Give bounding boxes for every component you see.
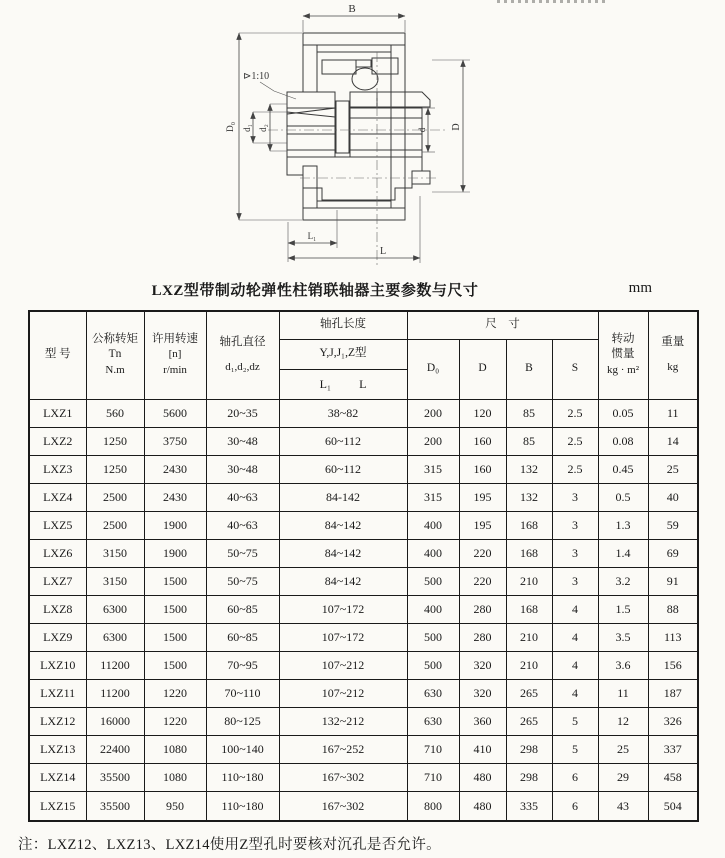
cell-bore-length: 107~172 — [279, 624, 407, 652]
cell-bore-dia: 70~95 — [206, 652, 279, 680]
cell-inertia: 0.08 — [598, 427, 648, 455]
cell-weight: 504 — [648, 792, 698, 821]
header-sub-label: [n] — [168, 348, 182, 361]
cell-B: 132 — [506, 455, 552, 483]
cell-bore-length: 167~302 — [279, 792, 407, 821]
cell-D0: 400 — [407, 539, 459, 567]
header-label: S — [571, 362, 579, 375]
header-label: D₀ — [426, 362, 440, 375]
cell-weight: 69 — [648, 539, 698, 567]
table-row — [29, 624, 698, 652]
cell-bore-length: 107~212 — [279, 680, 407, 708]
cell-speed: 1500 — [144, 567, 206, 595]
col-header-bore-dia — [206, 311, 279, 399]
cell-B: 85 — [506, 399, 552, 427]
cell-weight: 113 — [648, 624, 698, 652]
cell-D: 480 — [459, 764, 506, 792]
footnote: 注：LXZ12、LXZ13、LXZ14使用Z型孔时要核对沉孔是否允许。 — [18, 837, 441, 853]
cell-bore-dia: 40~63 — [206, 483, 279, 511]
cell-bore-length: 84~142 — [279, 511, 407, 539]
cell-torque: 2500 — [86, 483, 144, 511]
cell-B: 210 — [506, 624, 552, 652]
cell-S: 4 — [552, 624, 598, 652]
dim-label-L1: L₁ — [307, 231, 317, 241]
cell-bore-dia: 20~35 — [206, 399, 279, 427]
cell-torque: 11200 — [86, 680, 144, 708]
cell-bore-length: 60~112 — [279, 427, 407, 455]
cell-D: 160 — [459, 427, 506, 455]
cell-torque: 2500 — [86, 511, 144, 539]
header-label: Y,J,J₁,Z型 — [319, 347, 367, 360]
cell-weight: 11 — [648, 399, 698, 427]
cell-D0: 200 — [407, 399, 459, 427]
taper-label: ⊳1:10 — [243, 71, 270, 82]
cell-inertia: 1.5 — [598, 595, 648, 623]
page-title: LXZ型带制动轮弹性柱销联轴器主要参数与尺寸 — [151, 283, 479, 299]
header-label: 尺 寸 — [485, 318, 520, 331]
header-label: 转动 — [611, 332, 635, 345]
cell-weight: 59 — [648, 511, 698, 539]
cell-model: LXZ14 — [29, 764, 86, 792]
col-header-model — [29, 311, 86, 399]
header-sub-label: r/min — [163, 364, 187, 376]
cell-model: LXZ7 — [29, 567, 86, 595]
table-row — [29, 511, 698, 539]
cell-speed: 1500 — [144, 595, 206, 623]
dim-label-d2: d₂ — [258, 124, 268, 132]
table-row — [29, 455, 698, 483]
cell-torque: 6300 — [86, 595, 144, 623]
cell-bore-length: 38~82 — [279, 399, 407, 427]
cell-D: 410 — [459, 736, 506, 764]
header-label: 惯量 — [611, 348, 635, 361]
col-header-D0 — [407, 339, 459, 399]
header-label: D — [478, 362, 487, 375]
table-row — [29, 427, 698, 455]
cell-bore-dia: 60~85 — [206, 595, 279, 623]
cell-D0: 500 — [407, 567, 459, 595]
cell-inertia: 11 — [598, 680, 648, 708]
cell-inertia: 0.05 — [598, 399, 648, 427]
cell-D0: 400 — [407, 595, 459, 623]
col-header-D — [459, 339, 506, 399]
cell-speed: 3750 — [144, 427, 206, 455]
cell-speed: 950 — [144, 792, 206, 821]
table-body — [29, 399, 698, 821]
cell-B: 168 — [506, 595, 552, 623]
header-label: 轴孔长度 — [320, 318, 366, 331]
cell-D0: 315 — [407, 455, 459, 483]
cell-B: 168 — [506, 511, 552, 539]
cell-model: LXZ10 — [29, 652, 86, 680]
cell-torque: 3150 — [86, 567, 144, 595]
header-label: 重量 — [661, 336, 685, 349]
dim-label-d1: d₁ — [242, 124, 252, 132]
cell-speed: 2430 — [144, 455, 206, 483]
cell-model: LXZ1 — [29, 399, 86, 427]
cell-D: 220 — [459, 539, 506, 567]
table-row — [29, 567, 698, 595]
header-sub-label: N.m — [105, 364, 125, 376]
cell-model: LXZ6 — [29, 539, 86, 567]
cell-B: 265 — [506, 708, 552, 736]
cell-bore-length: 167~302 — [279, 764, 407, 792]
cell-speed: 1500 — [144, 624, 206, 652]
cell-weight: 458 — [648, 764, 698, 792]
cell-S: 2.5 — [552, 455, 598, 483]
cell-torque: 3150 — [86, 539, 144, 567]
cell-S: 4 — [552, 680, 598, 708]
col-header-inertia — [598, 311, 648, 399]
cell-bore-dia: 30~48 — [206, 427, 279, 455]
cell-S: 3 — [552, 567, 598, 595]
dim-label-D: D — [451, 123, 462, 131]
cell-inertia: 3.2 — [598, 567, 648, 595]
table-row — [29, 483, 698, 511]
cell-S: 3 — [552, 483, 598, 511]
cell-S: 3 — [552, 511, 598, 539]
cell-torque: 1250 — [86, 455, 144, 483]
cell-D: 280 — [459, 624, 506, 652]
cell-torque: 22400 — [86, 736, 144, 764]
cell-S: 4 — [552, 595, 598, 623]
cell-torque: 16000 — [86, 708, 144, 736]
cell-torque: 35500 — [86, 792, 144, 821]
cell-torque: 1250 — [86, 427, 144, 455]
cell-bore-dia: 50~75 — [206, 567, 279, 595]
header-label: 公称转矩Tn — [92, 332, 138, 361]
elastic-pin-assembly — [322, 58, 398, 90]
cell-S: 4 — [552, 652, 598, 680]
cell-B: 298 — [506, 736, 552, 764]
cell-D: 280 — [459, 595, 506, 623]
cell-torque: 6300 — [86, 624, 144, 652]
table-row — [29, 539, 698, 567]
dim-label-d: d — [417, 127, 427, 133]
cell-model: LXZ15 — [29, 792, 86, 821]
cell-inertia: 43 — [598, 792, 648, 821]
table-row — [29, 680, 698, 708]
cell-B: 132 — [506, 483, 552, 511]
cell-B: 335 — [506, 792, 552, 821]
col-header-speed — [144, 311, 206, 399]
cell-inertia: 3.6 — [598, 652, 648, 680]
cell-B: 168 — [506, 539, 552, 567]
cell-bore-dia: 60~85 — [206, 624, 279, 652]
cell-D: 120 — [459, 399, 506, 427]
cell-S: 6 — [552, 764, 598, 792]
cell-speed: 1500 — [144, 652, 206, 680]
table-row — [29, 708, 698, 736]
parameter-table — [28, 310, 699, 822]
header-sub-label: kg · m² — [606, 364, 640, 376]
cell-D: 360 — [459, 708, 506, 736]
cell-D: 320 — [459, 680, 506, 708]
cell-D: 195 — [459, 511, 506, 539]
cell-model: LXZ8 — [29, 595, 86, 623]
col-header-torque — [86, 311, 144, 399]
cell-bore-length: 84~142 — [279, 539, 407, 567]
cell-speed: 2430 — [144, 483, 206, 511]
cell-bore-dia: 50~75 — [206, 539, 279, 567]
cell-weight: 337 — [648, 736, 698, 764]
col-header-bore-types — [279, 339, 407, 369]
cell-bore-dia: 40~63 — [206, 511, 279, 539]
cell-model: LXZ11 — [29, 680, 86, 708]
col-header-S — [552, 339, 598, 399]
cell-S: 5 — [552, 708, 598, 736]
cell-model: LXZ2 — [29, 427, 86, 455]
cell-bore-dia: 100~140 — [206, 736, 279, 764]
cell-D: 195 — [459, 483, 506, 511]
cell-D: 320 — [459, 652, 506, 680]
cell-D0: 800 — [407, 792, 459, 821]
cell-D0: 400 — [407, 511, 459, 539]
cell-weight: 91 — [648, 567, 698, 595]
cell-weight: 187 — [648, 680, 698, 708]
cell-weight: 156 — [648, 652, 698, 680]
cell-speed: 1080 — [144, 764, 206, 792]
cell-speed: 1900 — [144, 539, 206, 567]
cell-D0: 710 — [407, 736, 459, 764]
cell-B: 210 — [506, 567, 552, 595]
header-sub-label: kg — [667, 360, 679, 373]
cell-speed: 1080 — [144, 736, 206, 764]
cell-weight: 25 — [648, 455, 698, 483]
cell-speed: 1900 — [144, 511, 206, 539]
col-header-weight — [648, 311, 698, 399]
cell-S: 3 — [552, 539, 598, 567]
cell-torque: 11200 — [86, 652, 144, 680]
cell-speed: 5600 — [144, 399, 206, 427]
cell-bore-dia: 110~180 — [206, 764, 279, 792]
cell-weight: 14 — [648, 427, 698, 455]
title-row — [0, 279, 725, 299]
header-label: 型 号 — [44, 348, 71, 361]
unit-label: mm — [628, 280, 652, 296]
cell-D0: 200 — [407, 427, 459, 455]
dim-label-B: B — [348, 3, 356, 15]
cell-weight: 326 — [648, 708, 698, 736]
table-header — [29, 311, 698, 399]
cell-model: LXZ13 — [29, 736, 86, 764]
cell-S: 2.5 — [552, 427, 598, 455]
cell-S: 2.5 — [552, 399, 598, 427]
header-label: L₁ — [319, 376, 332, 391]
cell-inertia: 12 — [598, 708, 648, 736]
cell-inertia: 1.3 — [598, 511, 648, 539]
cell-D0: 630 — [407, 708, 459, 736]
col-header-bore-length — [279, 311, 407, 339]
cell-D0: 315 — [407, 483, 459, 511]
cell-B: 85 — [506, 427, 552, 455]
table-row — [29, 792, 698, 821]
cell-bore-dia: 80~125 — [206, 708, 279, 736]
col-header-L1-L — [279, 369, 407, 399]
cell-S: 6 — [552, 792, 598, 821]
header-label: L — [359, 376, 367, 391]
coupling-flanges — [287, 92, 430, 200]
table-row — [29, 764, 698, 792]
cell-model: LXZ9 — [29, 624, 86, 652]
dim-label-D0: D₀ — [226, 121, 236, 133]
cell-bore-length: 132~212 — [279, 708, 407, 736]
cell-bore-length: 107~212 — [279, 652, 407, 680]
cell-torque: 560 — [86, 399, 144, 427]
cell-weight: 40 — [648, 483, 698, 511]
cell-D0: 630 — [407, 680, 459, 708]
cell-torque: 35500 — [86, 764, 144, 792]
cell-inertia: 25 — [598, 736, 648, 764]
table-row — [29, 736, 698, 764]
cell-bore-dia: 70~110 — [206, 680, 279, 708]
header-label: 许用转速 — [152, 332, 198, 345]
cell-D: 480 — [459, 792, 506, 821]
cell-bore-dia: 110~180 — [206, 792, 279, 821]
cell-bore-length: 84~142 — [279, 567, 407, 595]
cell-D: 220 — [459, 567, 506, 595]
cell-bore-length: 107~172 — [279, 595, 407, 623]
coupling-section-drawing — [0, 0, 725, 272]
cell-D0: 500 — [407, 652, 459, 680]
cell-D0: 500 — [407, 624, 459, 652]
header-label: 轴孔直径 — [219, 336, 266, 349]
cell-inertia: 0.5 — [598, 483, 648, 511]
cell-inertia: 3.5 — [598, 624, 648, 652]
cell-speed: 1220 — [144, 708, 206, 736]
cell-model: LXZ3 — [29, 455, 86, 483]
cell-bore-length: 60~112 — [279, 455, 407, 483]
col-header-B — [506, 339, 552, 399]
cell-bore-dia: 30~48 — [206, 455, 279, 483]
cell-D: 160 — [459, 455, 506, 483]
cell-inertia: 1.4 — [598, 539, 648, 567]
cell-D0: 710 — [407, 764, 459, 792]
cell-weight: 88 — [648, 595, 698, 623]
table-row — [29, 399, 698, 427]
dim-label-L: L — [379, 246, 387, 257]
cell-speed: 1220 — [144, 680, 206, 708]
table-row — [29, 652, 698, 680]
cell-model: LXZ4 — [29, 483, 86, 511]
cell-B: 265 — [506, 680, 552, 708]
cell-model: LXZ12 — [29, 708, 86, 736]
cell-model: LXZ5 — [29, 511, 86, 539]
cell-bore-length: 84-142 — [279, 483, 407, 511]
cell-S: 5 — [552, 736, 598, 764]
cell-bore-length: 167~252 — [279, 736, 407, 764]
cell-B: 210 — [506, 652, 552, 680]
table-row — [29, 595, 698, 623]
header-label: B — [525, 362, 533, 375]
cell-B: 298 — [506, 764, 552, 792]
cell-inertia: 29 — [598, 764, 648, 792]
cell-inertia: 0.45 — [598, 455, 648, 483]
header-sub-label: d₁,d₂,dz — [225, 360, 260, 373]
col-header-dimensions — [407, 311, 598, 339]
dimension-lines — [226, 3, 470, 263]
